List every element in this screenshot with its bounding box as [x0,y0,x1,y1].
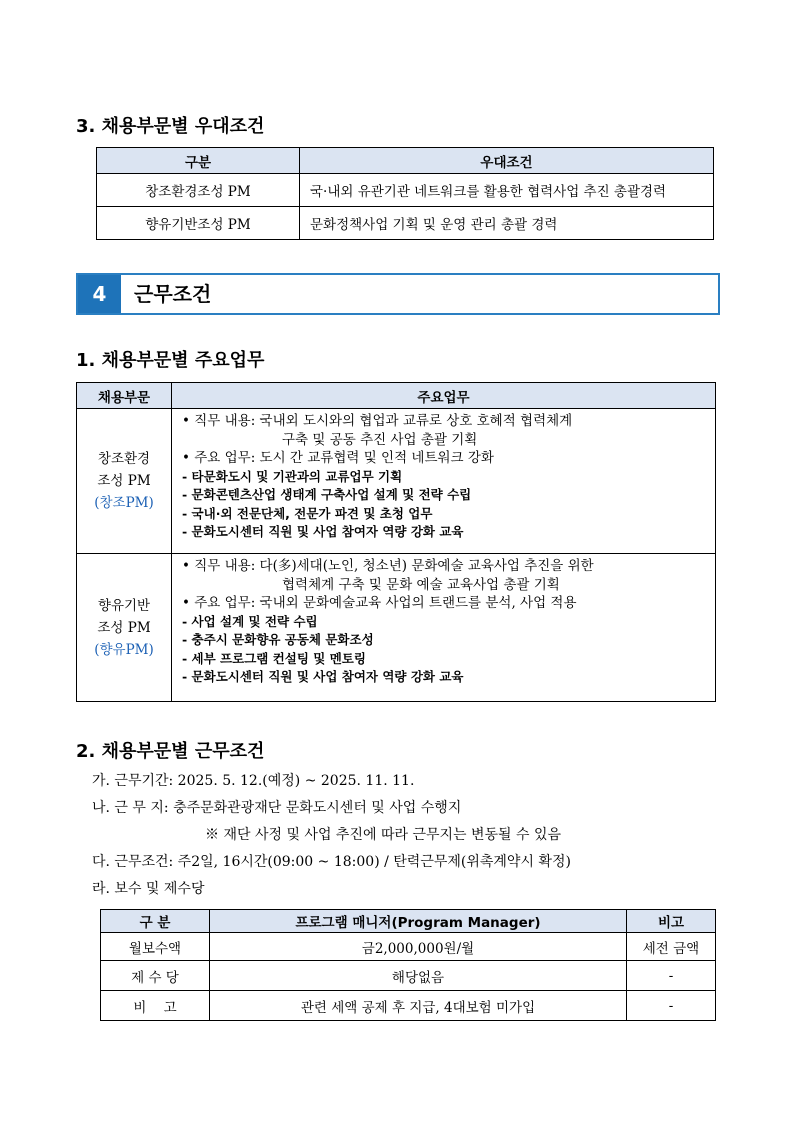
dept-name: 조성 PM [97,619,151,636]
duty-task: - 문화도시센터 직원 및 사업 참여자 역량 강화 교육 [182,669,464,684]
duty-task: - 문화도시센터 직원 및 사업 참여자 역량 강화 교육 [182,524,464,539]
table-header: 프로그램 매니저(Program Manager) [210,910,627,933]
duty-line: 구축 및 공동 추진 사업 총괄 기획 [282,431,478,448]
work-period: 가. 근무기간: 2025. 5. 12.(예정) ~ 2025. 11. 11. [92,773,415,789]
duty-task: - 사업 설계 및 전략 수립 [182,613,318,629]
duty-cell [172,409,716,554]
pay-table [100,909,716,1021]
work-location: 나. 근 무 지: 충주문화관광재단 문화도시센터 및 사업 수행지 [92,800,462,816]
duties-table [76,382,716,702]
duty-line: 협력체계 구축 및 문화 예술 교육사업 총괄 기획 [282,576,560,593]
dept-name: 조성 PM [97,473,151,489]
dept-name: 창조환경 [97,451,151,467]
section-title: 근무조건 [134,282,212,306]
dept-name: 향유기반 [97,597,151,614]
duty-task: - 타문화도시 및 기관과의 교류업무 기획 [182,468,403,484]
dept-abbr: (창조PM) [94,495,154,511]
section-1-heading: 1. 채용부문별 주요업무 [76,350,265,371]
duty-line: • 직무 내용: 국내외 도시와의 협업과 교류로 상호 호혜적 협력체계 [182,413,573,429]
work-conditions: 다. 근무조건: 주2일, 16시간(09:00 ~ 18:00) / 탄력근무제(위촉계약시 확정) [92,854,571,870]
section-2-heading: 2. 채용부문별 근무조건 [76,741,265,762]
dept-cell [77,409,172,554]
section-number: 4 [78,275,121,313]
table-cell: 해당없음 [210,961,627,991]
table-cell: 관련 세액 공제 후 지급, 4대보험 미가입 [210,991,627,1021]
section-4-banner [76,273,720,315]
dept-cell [77,554,172,702]
location-note: ※ 재단 사정 및 사업 추진에 따라 근무지는 변동될 수 있음 [205,827,562,843]
duty-line: • 직무 내용: 다(多)세대(노인, 청소년) 문화예술 교육사업 추진을 위한 [182,558,594,574]
table-header: 비고 [627,910,716,933]
table-header: 구 분 [101,910,210,933]
duty-task: - 충주시 문화향유 공동체 문화조성 [182,632,374,647]
duty-cell [172,554,716,702]
table-cell: - [627,961,716,991]
table-header: 우대조건 [300,148,714,174]
table-cell: - [627,991,716,1021]
table-cell: 문화정책사업 기획 및 운영 관리 총괄 경력 [300,207,714,240]
table-header: 구분 [97,148,300,174]
table-cell: 향유기반조성 PM [97,207,300,240]
table-cell: 금2,000,000원/월 [210,933,627,961]
preference-table [96,147,714,240]
duty-line: • 주요 업무: 도시 간 교류협력 및 인적 네트워크 강화 [182,450,494,466]
dept-abbr: (향유PM) [94,641,154,658]
duty-task: - 세부 프로그램 컨설팅 및 멘토링 [182,650,366,666]
table-cell: 창조환경조성 PM [97,174,300,207]
table-cell: 월보수액 [101,933,210,961]
table-cell: 국·내외 유관기관 네트워크를 활용한 협력사업 추진 총괄경력 [300,174,714,207]
table-header: 채용부문 [77,383,172,409]
table-cell: 비 고 [101,991,210,1021]
section-3-heading: 3. 채용부문별 우대조건 [76,116,265,137]
table-cell: 제 수 당 [101,961,210,991]
table-header: 주요업무 [172,383,716,409]
duty-line: • 주요 업무: 국내외 문화예술교육 사업의 트랜드를 분석, 사업 적용 [182,595,577,611]
duty-task: - 국내·외 전문단체, 전문가 파견 및 초청 업무 [182,505,433,521]
pay-heading: 라. 보수 및 제수당 [92,881,205,897]
duty-task: - 문화콘텐츠산업 생태계 구축사업 설계 및 전략 수립 [182,487,472,502]
table-cell: 세전 금액 [627,933,716,961]
